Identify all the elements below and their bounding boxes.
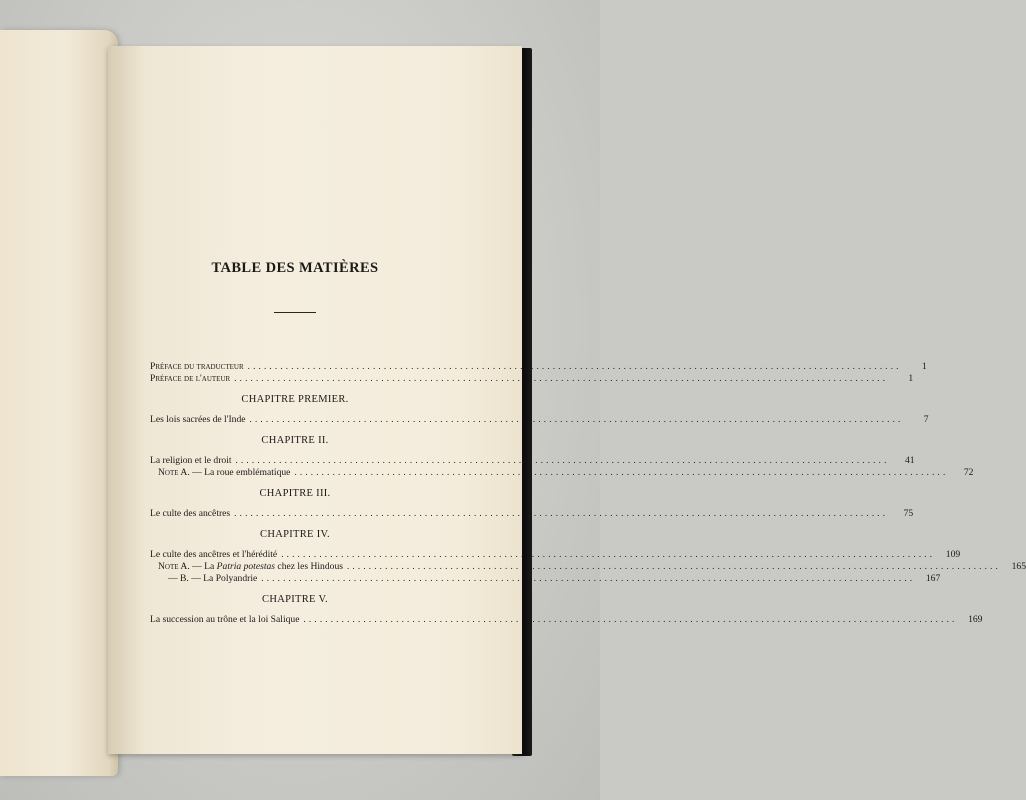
toc-entry-title [158,467,290,479]
toc-entry [150,360,927,372]
page-number: 1 [908,373,914,384]
toc-entry-title [168,573,257,585]
chapter-heading: CHAPITRE PREMIER. [241,394,349,405]
toc-entry [150,507,914,519]
page-number: 7 [923,414,929,425]
entry-text: — La [189,561,217,572]
chapter-heading: CHAPITRE IV. [260,529,330,540]
chapter-heading: CHAPITRE III. [259,488,331,499]
toc-entry-title [150,508,230,520]
page-title: TABLE DES MATIÈRES [211,260,379,276]
toc-entry-title [150,549,277,561]
page-number: 72 [963,467,974,478]
toc-entry [150,572,941,584]
toc-entry [150,466,974,478]
entry-text: Les lois sacrées de l'Inde [150,414,246,425]
dot-leader: ........................................................................................................................ [303,614,958,624]
toc-entry-title [150,614,299,626]
title-rule [274,312,316,313]
toc-entry [150,560,1026,572]
toc-entry [150,454,915,466]
entry-text: Le culte des ancêtres et l'hérédité [150,549,278,560]
page-number: 75 [903,508,914,519]
toc-entry-title [150,361,244,373]
page-number: 1 [921,361,927,372]
page-number: 41 [904,455,915,466]
italic-text: Patria potestas [216,561,276,572]
dot-leader: ........................................................................................................................ [234,373,889,383]
toc-entry [150,548,961,560]
page-number: 109 [945,549,961,560]
entry-text: Le culte des ancêtres [150,508,231,519]
dot-leader: ........................................................................................................................ [234,508,889,518]
dot-leader: ........................................................................................................................ [294,467,949,477]
page-number: 165 [1011,561,1026,572]
dot-leader: ........................................................................................................................ [281,549,936,559]
chapter-heading: CHAPITRE II. [261,435,329,446]
dot-leader: ........................................................................................................................ [247,361,902,371]
small-caps-label: Note A. [158,561,190,572]
dot-leader: ........................................................................................................................ [249,414,904,424]
dot-leader: ........................................................................................................................ [261,573,916,583]
page-number: 167 [925,573,941,584]
small-caps-label: Préface de l'auteur [150,373,231,384]
dot-leader: ........................................................................................................................ [235,455,890,465]
entry-text: La religion et le droit [150,455,232,466]
dot-leader: ........................................................................................................................ [346,561,1001,571]
entry-text: — La roue emblématique [189,467,291,478]
table-of-contents [150,258,1026,625]
toc-entry-title [150,455,232,467]
chapter-heading: CHAPITRE V. [262,594,328,605]
small-caps-label: Note A. [158,467,190,478]
toc-entry-title [150,373,230,385]
left-page [0,30,118,776]
toc-entry [150,372,914,384]
toc-entry [150,413,929,425]
toc-entries [150,360,1026,625]
page-number: 169 [968,614,983,625]
toc-entry-title [150,414,246,426]
entry-text: La succession au trône et la loi Salique [150,614,300,625]
small-caps-label: Préface du traducteur [150,361,244,372]
entry-text: — B. — La Polyandrie [168,573,258,584]
entry-text-after: chez les Hindous [275,561,343,572]
toc-entry [150,613,983,625]
